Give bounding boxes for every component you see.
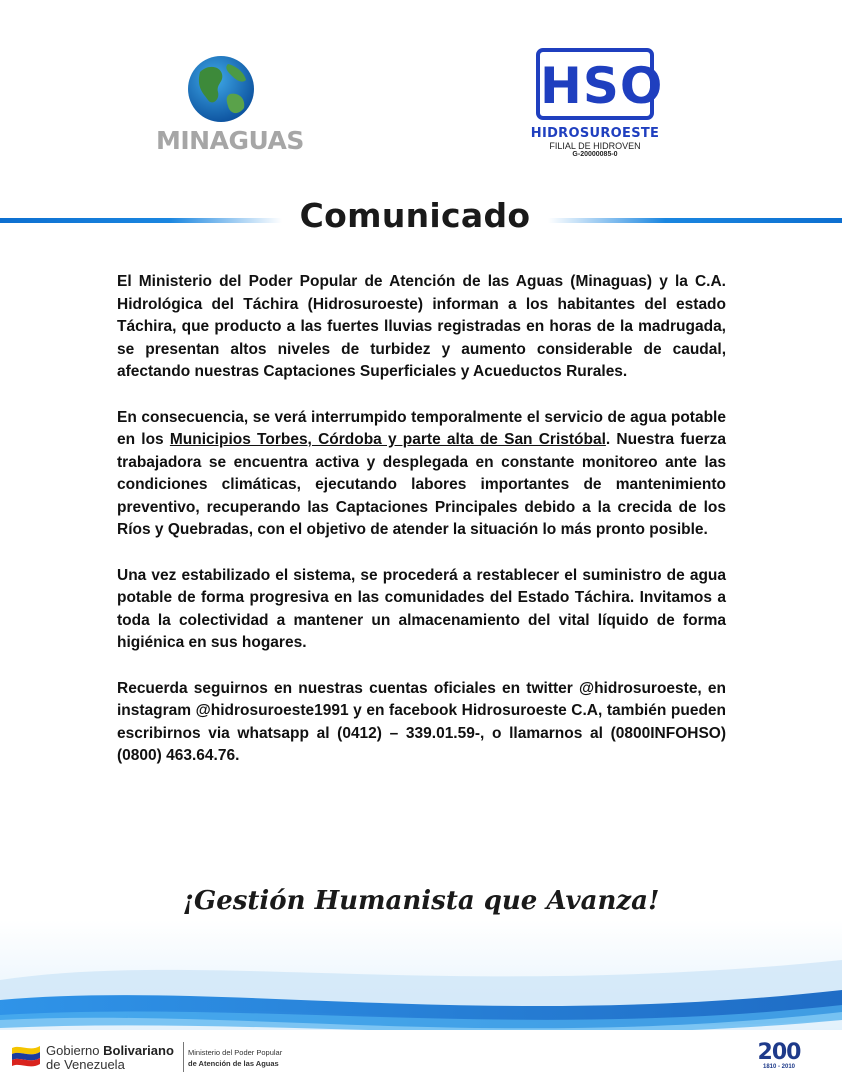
gov-line-1 (46, 1043, 174, 1058)
page-title: Comunicado (299, 196, 531, 235)
paragraph-2 (117, 407, 726, 542)
title-rule-left (0, 218, 282, 223)
communique-body (117, 271, 726, 791)
bicentennial-logo (748, 1040, 810, 1074)
globe-icon (186, 54, 256, 124)
hso-logo-letters: HSO (540, 57, 664, 115)
gov-word-2: Bolivariano (103, 1043, 174, 1058)
bicentennial-years: 1810 - 2010 (762, 1064, 796, 1070)
ministry-line-1: Ministerio del Poder Popular (188, 1048, 283, 1057)
paragraph-2-end: . Nuestra fuerza trabajadora se encuentra activa y desplegada en constante monitoreo ante las condiciones climáticas, ejecutando labores importantes de mantenimiento preventivo, recuperando las Captaciones Principales debido a la crecida de los Ríos y Quebradas, con el objetivo de atender la situación lo más pronto posible. (117, 431, 726, 538)
paragraph-1: El Ministerio del Poder Popular de Atención de las Aguas (Minaguas) y la C.A. Hidrológica del Táchira (Hidrosuroeste) informan a los habitantes del estado Táchira, que producto a las fuertes lluvias registradas en horas de la madrugada, se presentan altos niveles de turbidez y aumento considerable de caudal, afectando nuestras Captaciones Superficiales y Acueductos Rurales. (117, 273, 726, 380)
hso-rif: G-20000085-0 (572, 151, 618, 158)
hso-name: HIDROSUROESTE (530, 126, 660, 141)
title-rule-right (548, 218, 842, 223)
ministry-line-2: de Atención de las Aguas (188, 1059, 279, 1068)
paragraph-2-start: En consecuencia, se verá interrumpido temporalmente el servicio de agua potable en los (117, 408, 726, 448)
paragraph-4: Recuerda seguirnos en nuestras cuentas oficiales en twitter @hidrosuroeste, en instagram @hidrosuroeste1991 y en facebook Hidrosuroeste C.A, también pueden escribirnos via whatsapp al (0412) – 339.01.59-, o llamarnos al (0800INFOHSO) (0800) 463.64.76. (117, 679, 726, 764)
footer-divider (183, 1042, 184, 1072)
gov-line-2: de Venezuela (46, 1057, 125, 1072)
gov-word-1: Gobierno (46, 1043, 100, 1058)
paragraph-3: Una vez estabilizado el sistema, se procederá a restablecer el suministro de agua potable de forma progresiva en las comunidades del Estado Táchira. Invitamos a toda la colectividad a mantener un almacenamiento del vital líquido de forma higiénica en sus hogares. (117, 566, 726, 651)
hidrosuroeste-logo (530, 46, 666, 166)
minaguas-logo (156, 52, 304, 162)
hso-subtitle: FILIAL DE HIDROVEN (549, 141, 641, 151)
slogan: ¡Gestión Humanista que Avanza! (182, 886, 660, 916)
hso-logo-box (536, 48, 664, 120)
affected-municipalities: Municipios Torbes, Córdoba y parte alta de San Cristóbal (169, 431, 606, 448)
minaguas-wordmark: MINAGUAS (156, 126, 304, 155)
venezuela-flag-icon (10, 1042, 42, 1068)
bicentennial-number: 200 (757, 1040, 801, 1065)
